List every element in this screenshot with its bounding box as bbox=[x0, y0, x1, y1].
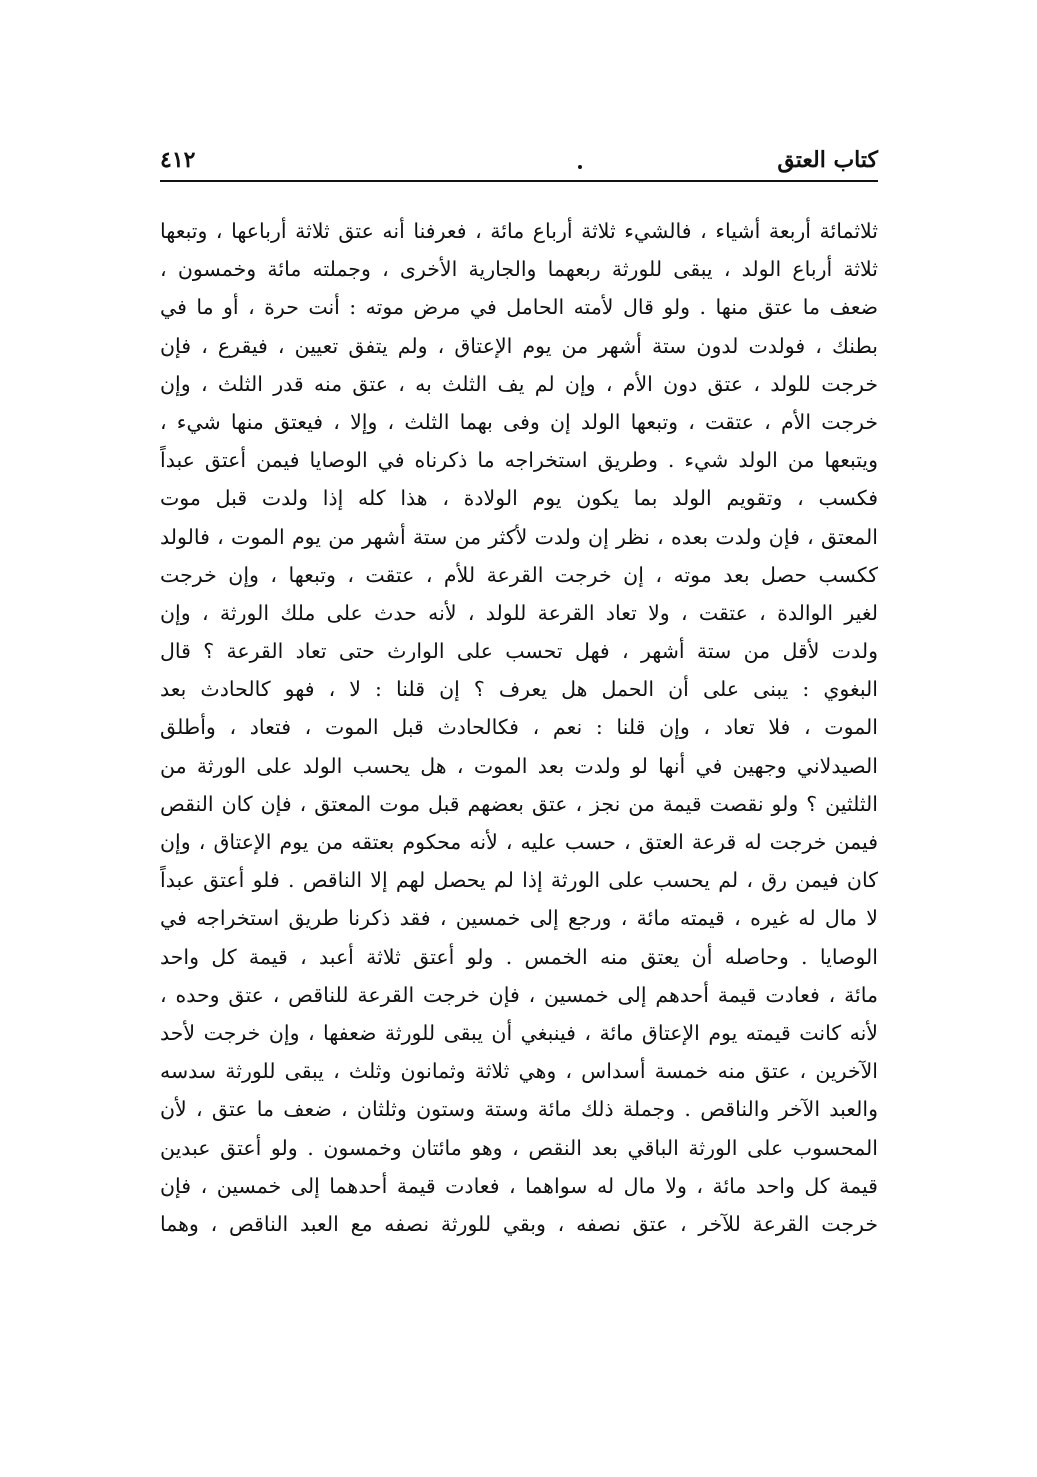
text-line: ضعف ما عتق منها . ولو قال لأمته الحامل في مرض موته : أنت حرة ، أو ما في bbox=[160, 295, 878, 320]
text-line: خرجت القرعة للآخر ، عتق نصفه ، وبقي للورثة نصفه مع العبد الناقص ، وهما bbox=[160, 1211, 878, 1236]
running-title: كتاب العتق bbox=[777, 147, 878, 173]
text-line: ثلاثة أرباع الولد ، يبقى للورثة ربعهما والجارية الأخرى ، وجملته مائة وخمسون ، bbox=[160, 257, 878, 282]
text-line: لغير الوالدة ، عتقت ، ولا تعاد القرعة للولد ، لأنه حدث على ملك الورثة ، وإن bbox=[160, 600, 878, 625]
text-line: قيمة كل واحد مائة ، ولا مال له سواهما ، فعادت قيمة أحدهما إلى خمسين ، فإن bbox=[160, 1173, 878, 1198]
text-line: لأنه كانت قيمته يوم الإعتاق مائة ، فينبغي أن يبقى للورثة ضعفها ، وإن خرجت لأحد bbox=[160, 1020, 878, 1045]
text-line: الموت ، فلا تعاد ، وإن قلنا : نعم ، فكالحادث قبل الموت ، فتعاد ، وأطلق bbox=[160, 715, 878, 740]
text-line: المحسوب على الورثة الباقي بعد النقص ، وهو مائتان وخمسون . ولو أعتق عبدين bbox=[160, 1135, 878, 1160]
text-line: الآخرين ، عتق منه خمسة أسداس ، وهي ثلاثة وثمانون وثلث ، يبقى للورثة سدسه bbox=[160, 1059, 878, 1084]
text-line: الوصايا . وحاصله أن يعتق منه الخمس . ولو أعتق ثلاثة أعبد ، قيمة كل واحد bbox=[160, 944, 878, 969]
text-line: خرجت للولد ، عتق دون الأم ، وإن لم يف الثلث به ، عتق منه قدر الثلث ، وإن bbox=[160, 371, 878, 396]
text-line: لا مال له غيره ، قيمته مائة ، ورجع إلى خمسين ، فقد ذكرنا طريق استخراجه في bbox=[160, 906, 878, 931]
text-line: المعتق ، فإن ولدت بعده ، نظر إن ولدت لأكثر من ستة أشهر من يوم الموت ، فالولد bbox=[160, 524, 878, 549]
page-number: ٤١٢ bbox=[160, 147, 196, 173]
page-header bbox=[160, 145, 878, 181]
text-line: ككسب حصل بعد موته ، إن خرجت القرعة للأم ، عتقت ، وتبعها ، وإن خرجت bbox=[160, 562, 878, 587]
text-line: كان فيمن رق ، لم يحسب على الورثة إذا لم يحصل لهم إلا الناقص . فلو أعتق عبداً bbox=[160, 868, 878, 893]
text-line: البغوي : يبنى على أن الحمل هل يعرف ؟ إن قلنا : لا ، فهو كالحادث بعد bbox=[160, 677, 878, 702]
text-line: بطنك ، فولدت لدون ستة أشهر من يوم الإعتاق ، ولم يتفق تعيين ، فيقرع ، فإن bbox=[160, 333, 878, 358]
header-dot-mark bbox=[578, 165, 582, 169]
text-line: الثلثين ؟ ولو نقصت قيمة من نجز ، عتق بعضهم قبل موت المعتق ، فإن كان النقص bbox=[160, 791, 878, 816]
body-text bbox=[160, 212, 878, 1243]
header-rule bbox=[160, 180, 878, 182]
text-line: خرجت الأم ، عتقت ، وتبعها الولد إن وفى بهما الثلث ، وإلا ، فيعتق منها شيء ، bbox=[160, 409, 878, 434]
text-line: ويتبعها من الولد شيء . وطريق استخراجه ما ذكرناه في الوصايا فيمن أعتق عبداً bbox=[160, 448, 878, 473]
text-line: ثلاثمائة أربعة أشياء ، فالشيء ثلاثة أرباع مائة ، فعرفنا أنه عتق ثلاثة أرباعها ، وتبعها bbox=[160, 219, 878, 243]
text-line: فكسب ، وتقويم الولد بما يكون يوم الولادة ، هذا كله إذا ولدت قبل موت bbox=[160, 486, 878, 511]
text-line: الصيدلاني وجهين في أنها لو ولدت بعد الموت ، هل يحسب الولد على الورثة من bbox=[160, 753, 878, 778]
text-line: مائة ، فعادت قيمة أحدهم إلى خمسين ، فإن خرجت القرعة للناقص ، عتق وحده ، bbox=[160, 982, 878, 1007]
text-line: ولدت لأقل من ستة أشهر ، فهل تحسب على الوارث حتى تعاد القرعة ؟ قال bbox=[160, 639, 878, 664]
text-line: فيمن خرجت له قرعة العتق ، حسب عليه ، لأنه محكوم بعتقه من يوم الإعتاق ، وإن bbox=[160, 830, 878, 854]
text-line: والعبد الآخر والناقص . وجملة ذلك مائة وستة وستون وثلثان ، ضعف ما عتق ، لأن bbox=[160, 1097, 878, 1122]
